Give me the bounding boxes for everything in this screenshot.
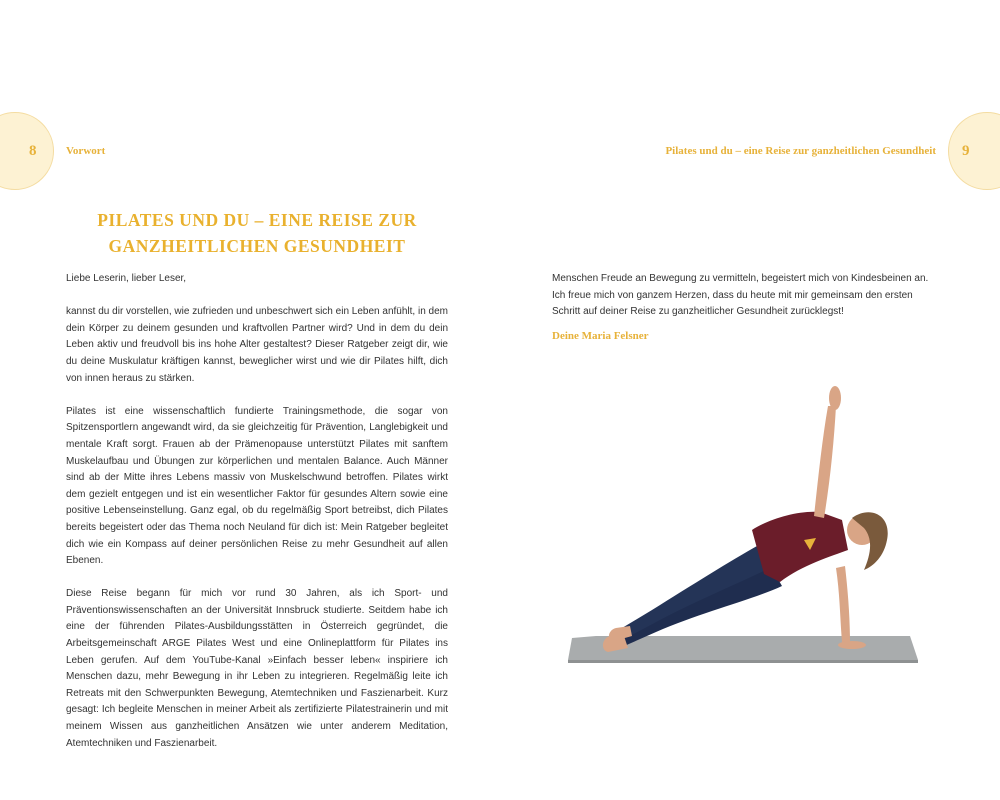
side-plank-illustration bbox=[552, 360, 934, 682]
page-badge-left bbox=[0, 112, 54, 190]
raised-arm bbox=[814, 406, 836, 518]
page-number-left: 8 bbox=[29, 143, 37, 159]
left-body-text bbox=[66, 271, 448, 769]
chapter-title bbox=[66, 207, 448, 259]
side-plank-photo bbox=[552, 360, 934, 682]
right-body-text bbox=[552, 271, 934, 321]
author-signature: Deine Maria Felsner bbox=[552, 330, 649, 342]
page-number-right: 9 bbox=[962, 143, 970, 159]
body-paragraph: Pilates ist eine wissenschaftlich fundierte Trainingsmethode, die sogar von Spitzensportlern angewandt wird, da sie gleichzeitig für Prävention, Langlebigkeit und mentale Kraft sorgt. Frauen ab der Prämenopause unterstützt Pilates mit sanftem Muskelaufbau und Übungen zur körperlichen und mentalen Balance. Auch Männer sind ab der Mitte ihres Lebens massiv von Muskelschwund betroffen. Pilates wirkt dem gezielt entgegen und ist ein wesentlicher Faktor für gesundes Altern sowie eine positive Lebenseinstellung. Ganz egal, ob du regelmäßig Sport betreibst, dich Pilates bereits begeistert oder das Thema noch Neuland für dich ist: Mein Ratgeber begleitet dich wie ein Kompass auf deiner persönlichen Reise zu mehr Gesundheit auf allen Ebenen. bbox=[66, 405, 448, 567]
running-head-right: Pilates und du – eine Reise zur ganzheitlichen Gesundheit bbox=[665, 145, 936, 157]
support-arm bbox=[836, 566, 850, 643]
body-paragraph: Menschen Freude an Bewegung zu vermitteln, begeistert mich von Kindesbeinen an. Ich freue mich von ganzem Herzen, dass du heute mit mir gemeinsam den ersten Schritt auf deiner Reise zu ganzheitlicher Gesundheit zurücklegst! bbox=[552, 273, 929, 318]
page-badge-right bbox=[948, 112, 1000, 190]
body-paragraph: kannst du dir vorstellen, wie zufrieden und unbeschwert sich ein Leben anfühlt, in dem dein Körper zu deinem gesunden und kraftvollen Partner wird? Und in dem du dein Leben aktiv und freudvoll bis ins hohe Alter gestaltest? Dieser Ratgeber zeigt dir, wie du deine Muskulatur kräftigen kannst, beweglicher wirst und wie dir Pilates hilft, dich von innen heraus zu stärken. bbox=[66, 306, 448, 384]
chapter-title-line-2: GANZHEITLICHEN GESUNDHEIT bbox=[108, 236, 406, 256]
salutation: Liebe Leserin, lieber Leser, bbox=[66, 273, 187, 284]
chapter-title-line-1: PILATES UND DU – EINE REISE ZUR bbox=[97, 210, 417, 230]
running-head-left: Vorwort bbox=[66, 145, 106, 157]
body-paragraph: Diese Reise begann für mich vor rund 30 Jahren, als ich Sport- und Präventionswissenschaften an der Universität Innsbruck studierte. Seitdem habe ich eine der führenden Pilates-Ausbildungsstätten in Österreich gegründet, die Arbeitsgemeinschaft ARGE Pilates West und eine Onlineplattform für Pilates ins Leben gerufen. Auf dem YouTube-Kanal »Einfach besser leben« inspiriere ich Menschen dazu, mehr Bewegung in ihr Leben zu integrieren. Regelmäßig leite ich Retreats mit den Schwerpunkten Bewegung, Atemtechniken und Faszienarbeit. Kurz gesagt: Ich begleite Menschen in meiner Arbeit als zertifizierte Pilatestrainerin und mit meinem Wissen aus ganzheitlichen Ansätzen wie unter anderem Meditation, Atemtechniken und Faszienarbeit. bbox=[66, 588, 448, 749]
tank-top bbox=[752, 512, 848, 582]
